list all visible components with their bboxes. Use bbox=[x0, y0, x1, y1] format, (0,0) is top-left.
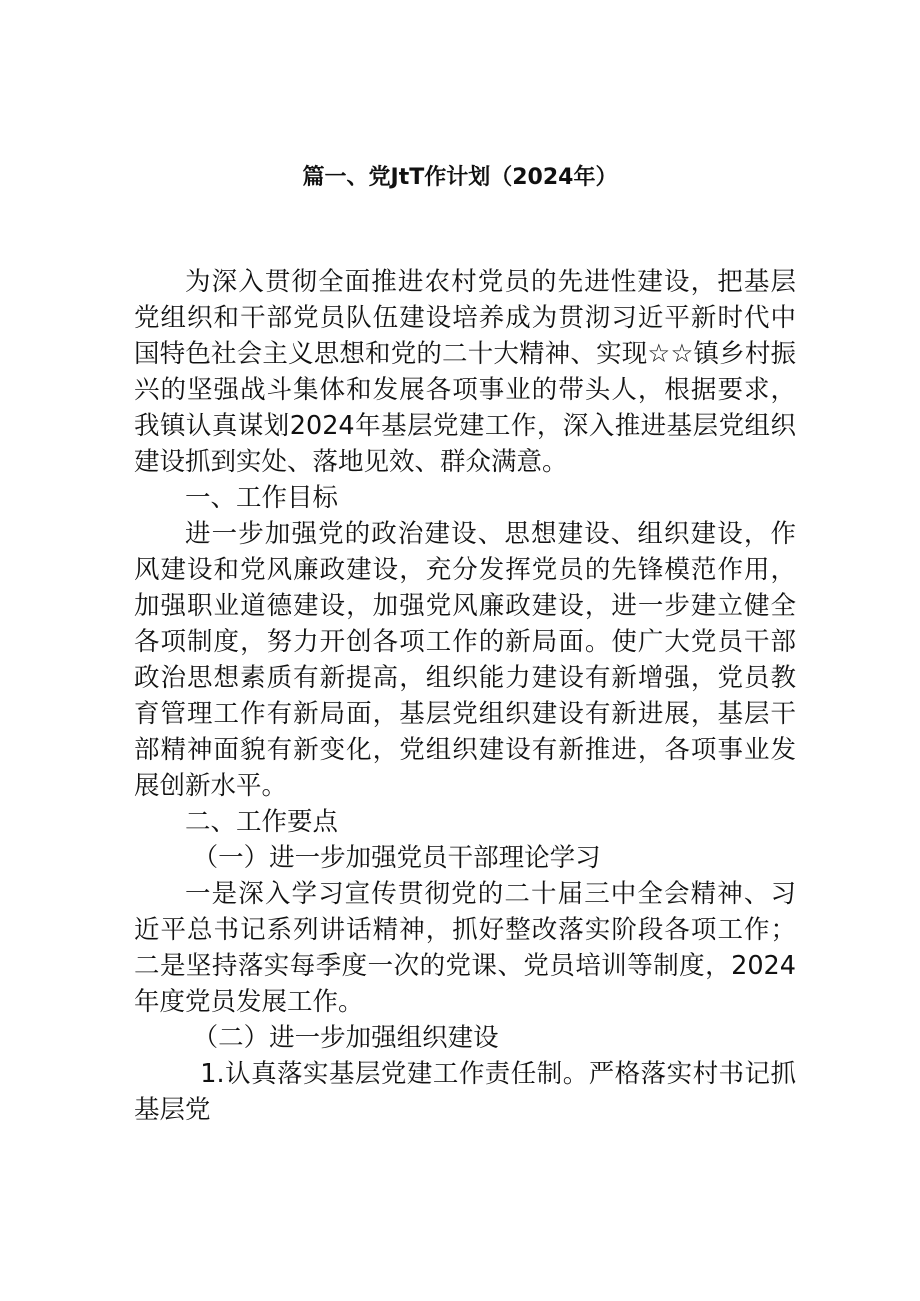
document-title: 篇一、党JtT作计划（2024年） bbox=[302, 165, 618, 190]
theory-study-paragraph: 一是深入学习宣传贯彻党的二十届三中全会精神、习近平总书记系列讲话精神，抓好整改落实阶段各项工作；二是坚持落实每季度一次的党课、党员培训等制度，2024年度党员发展工作。 bbox=[134, 879, 796, 1017]
organization-item-1: 1.认真落实基层党建工作责任制。严格落实村书记抓基层党 bbox=[134, 1059, 796, 1125]
subheading-organization: （二）进一步加强组织建设 bbox=[192, 1023, 499, 1053]
section-heading-goals: 一、工作目标 bbox=[185, 483, 339, 513]
document-body bbox=[134, 264, 796, 1128]
intro-paragraph: 为深入贯彻全面推进农村党员的先进性建设，把基层党组织和干部党员队伍建设培养成为贯沏习近平新时代中国特色社会主义思想和党的二十大精神、实现☆☆镇乡村振兴的坚强战斗集体和发展各项事业的带头人，根据要求，我镇认真谋划2024年基层党建工作，深入推进基层党组织建设抓到实处、落地见效、群众满意。 bbox=[134, 267, 796, 477]
section-heading-key-points: 二、工作要点 bbox=[185, 807, 339, 837]
goals-paragraph: 进一步加强党的政治建设、思想建设、组织建设，作风建设和党风廉政建设，充分发挥党员的先锋模范作用，加强职业道德建设，加强党风廉政建设，进一步建立健全各项制度，努力开创各项工作的新局面。使广大党员干部政治思想素质有新提高，组织能力建设有新增强，党员教育管理工作有新局面，基层党组织建设有新进展，基层干部精神面貌有新变化，党组织建设有新推进，各项事业发展创新水平。 bbox=[134, 519, 796, 801]
subheading-theory-study: （一）进一步加强党员干部理论学习 bbox=[192, 843, 601, 873]
